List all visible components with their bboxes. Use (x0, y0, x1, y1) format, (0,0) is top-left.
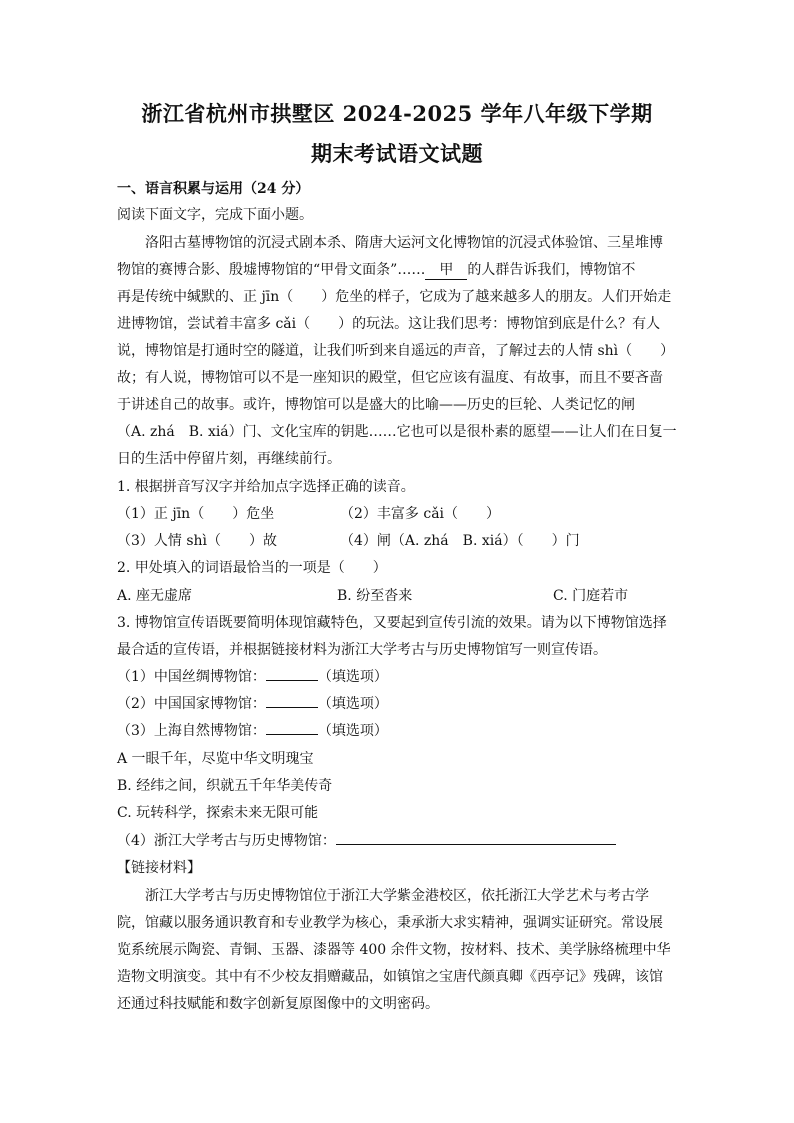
link-material-title: 【链接材料】 (117, 860, 201, 876)
passage-line: 故；有人说，博物馆可以不是一座知识的殿堂，但它应该有温度、有故事，而且不要吝啬 (117, 370, 663, 386)
question-1-item: （1）正 jīn（ ）危坐 (117, 506, 275, 522)
passage-line: 说，博物馆是打通时空的隧道，让我们听到来自遥远的声音，了解过去的人情 shì（ ） (117, 343, 675, 359)
instruction-text: 阅读下面文字，完成下面小题。 (117, 207, 313, 223)
question-3-option: C. 玩转科学，探索未来无限可能 (117, 805, 319, 821)
question-2-option: A. 座无虚席 (117, 588, 193, 604)
material-line: 浙江大学考古与历史博物馆位于浙江大学紫金港校区，依托浙江大学艺术与考古学 (145, 888, 649, 904)
question-3-stem: 3. 博物馆宣传语既要简明体现馆藏特色，又要起到宣传引流的效果。请为以下博物馆选择 (117, 615, 667, 631)
question-3-sub1: （1）中国丝绸博物馆： （填选项） (117, 669, 388, 685)
material-line: 还通过科技赋能和数字创新复原图像中的文明密码。 (117, 996, 439, 1012)
answer-blank[interactable] (336, 832, 616, 845)
blank-jia: 甲 (425, 261, 467, 280)
question-1-stem: 1. 根据拼音写汉字并给加点字选择正确的读音。 (117, 479, 415, 495)
answer-blank[interactable] (266, 695, 318, 708)
question-1-item: （3）人情 shì（ ）故 (117, 533, 278, 549)
question-2-stem: 2. 甲处填入的词语最恰当的一项是（ ） (117, 560, 387, 576)
question-2-option: B. 纷至沓来 (337, 588, 413, 604)
question-3-option: A 一眼千年，尽览中华文明瑰宝 (117, 751, 314, 767)
question-2-option: C. 门庭若市 (553, 588, 629, 604)
material-line: 院，馆藏以服务通识教育和专业教学为核心，秉承浙大求实精神，强调实证研究。常设展 (117, 915, 663, 931)
section-heading: 一、语言积累与运用（24 分） (117, 181, 310, 197)
passage-line: 于讲述自己的故事。或许，博物馆可以是盛大的比喻——历史的巨轮、人类记忆的闸 (117, 397, 635, 413)
passage-line (117, 261, 677, 280)
exam-title-line1: 浙江省杭州市拱墅区 2024-2025 学年八年级下学期 (141, 101, 653, 126)
passage-line: （A. zhá B. xiá）门、文化宝库的钥匙……它也可以是很朴素的愿望——让人们在日复一 (117, 424, 677, 440)
question-3-option: B. 经纬之间，织就五千年华美传奇 (117, 778, 333, 794)
answer-blank[interactable] (266, 722, 318, 735)
passage-line: 进博物馆，尝试着丰富多 cǎi（ ）的玩法。这让我们思考：博物馆到底是什么？有人 (117, 316, 661, 332)
material-line: 造物文明演变。其中有不少校友捐赠藏品，如镇馆之宝唐代颜真卿《西亭记》残碑，该馆 (117, 969, 663, 985)
answer-blank[interactable] (266, 668, 318, 681)
question-1-item: （2）丰富多 cǎi（ ） (340, 506, 501, 522)
passage-text: 的人群告诉我们，博物馆不 (467, 262, 636, 278)
material-line: 览系统展示陶瓷、青铜、玉器、漆器等 400 余件文物，按材料、技术、美学脉络梳理中华 (117, 942, 671, 958)
question-3-sub2: （2）中国国家博物馆： （填选项） (117, 696, 388, 712)
question-3-sub4: （4）浙江大学考古与历史博物馆： (117, 832, 677, 850)
passage-line: 洛阳古墓博物馆的沉浸式剧本杀、隋唐大运河文化博物馆的沉浸式体验馆、三星堆博 (145, 235, 663, 251)
question-1-item: （4）闸（A. zhá B. xiá）（ ）门 (340, 533, 580, 549)
passage-line: 再是传统中缄默的、正 jīn（ ）危坐的样子，它成为了越来越多人的朋友。人们开始走 (117, 289, 672, 305)
passage-line: 日的生活中停留片刻，再继续前行。 (117, 451, 341, 467)
question-3-stem: 最合适的宣传语，并根据链接材料为浙江大学考古与历史博物馆写一则宣传语。 (117, 642, 607, 658)
question-3-sub3: （3）上海自然博物馆： （填选项） (117, 723, 388, 739)
passage-text: 物馆的赛博合影、殷墟博物馆的“甲骨文面条”…… (117, 262, 426, 278)
exam-title-line2: 期末考试语文试题 (311, 141, 483, 166)
